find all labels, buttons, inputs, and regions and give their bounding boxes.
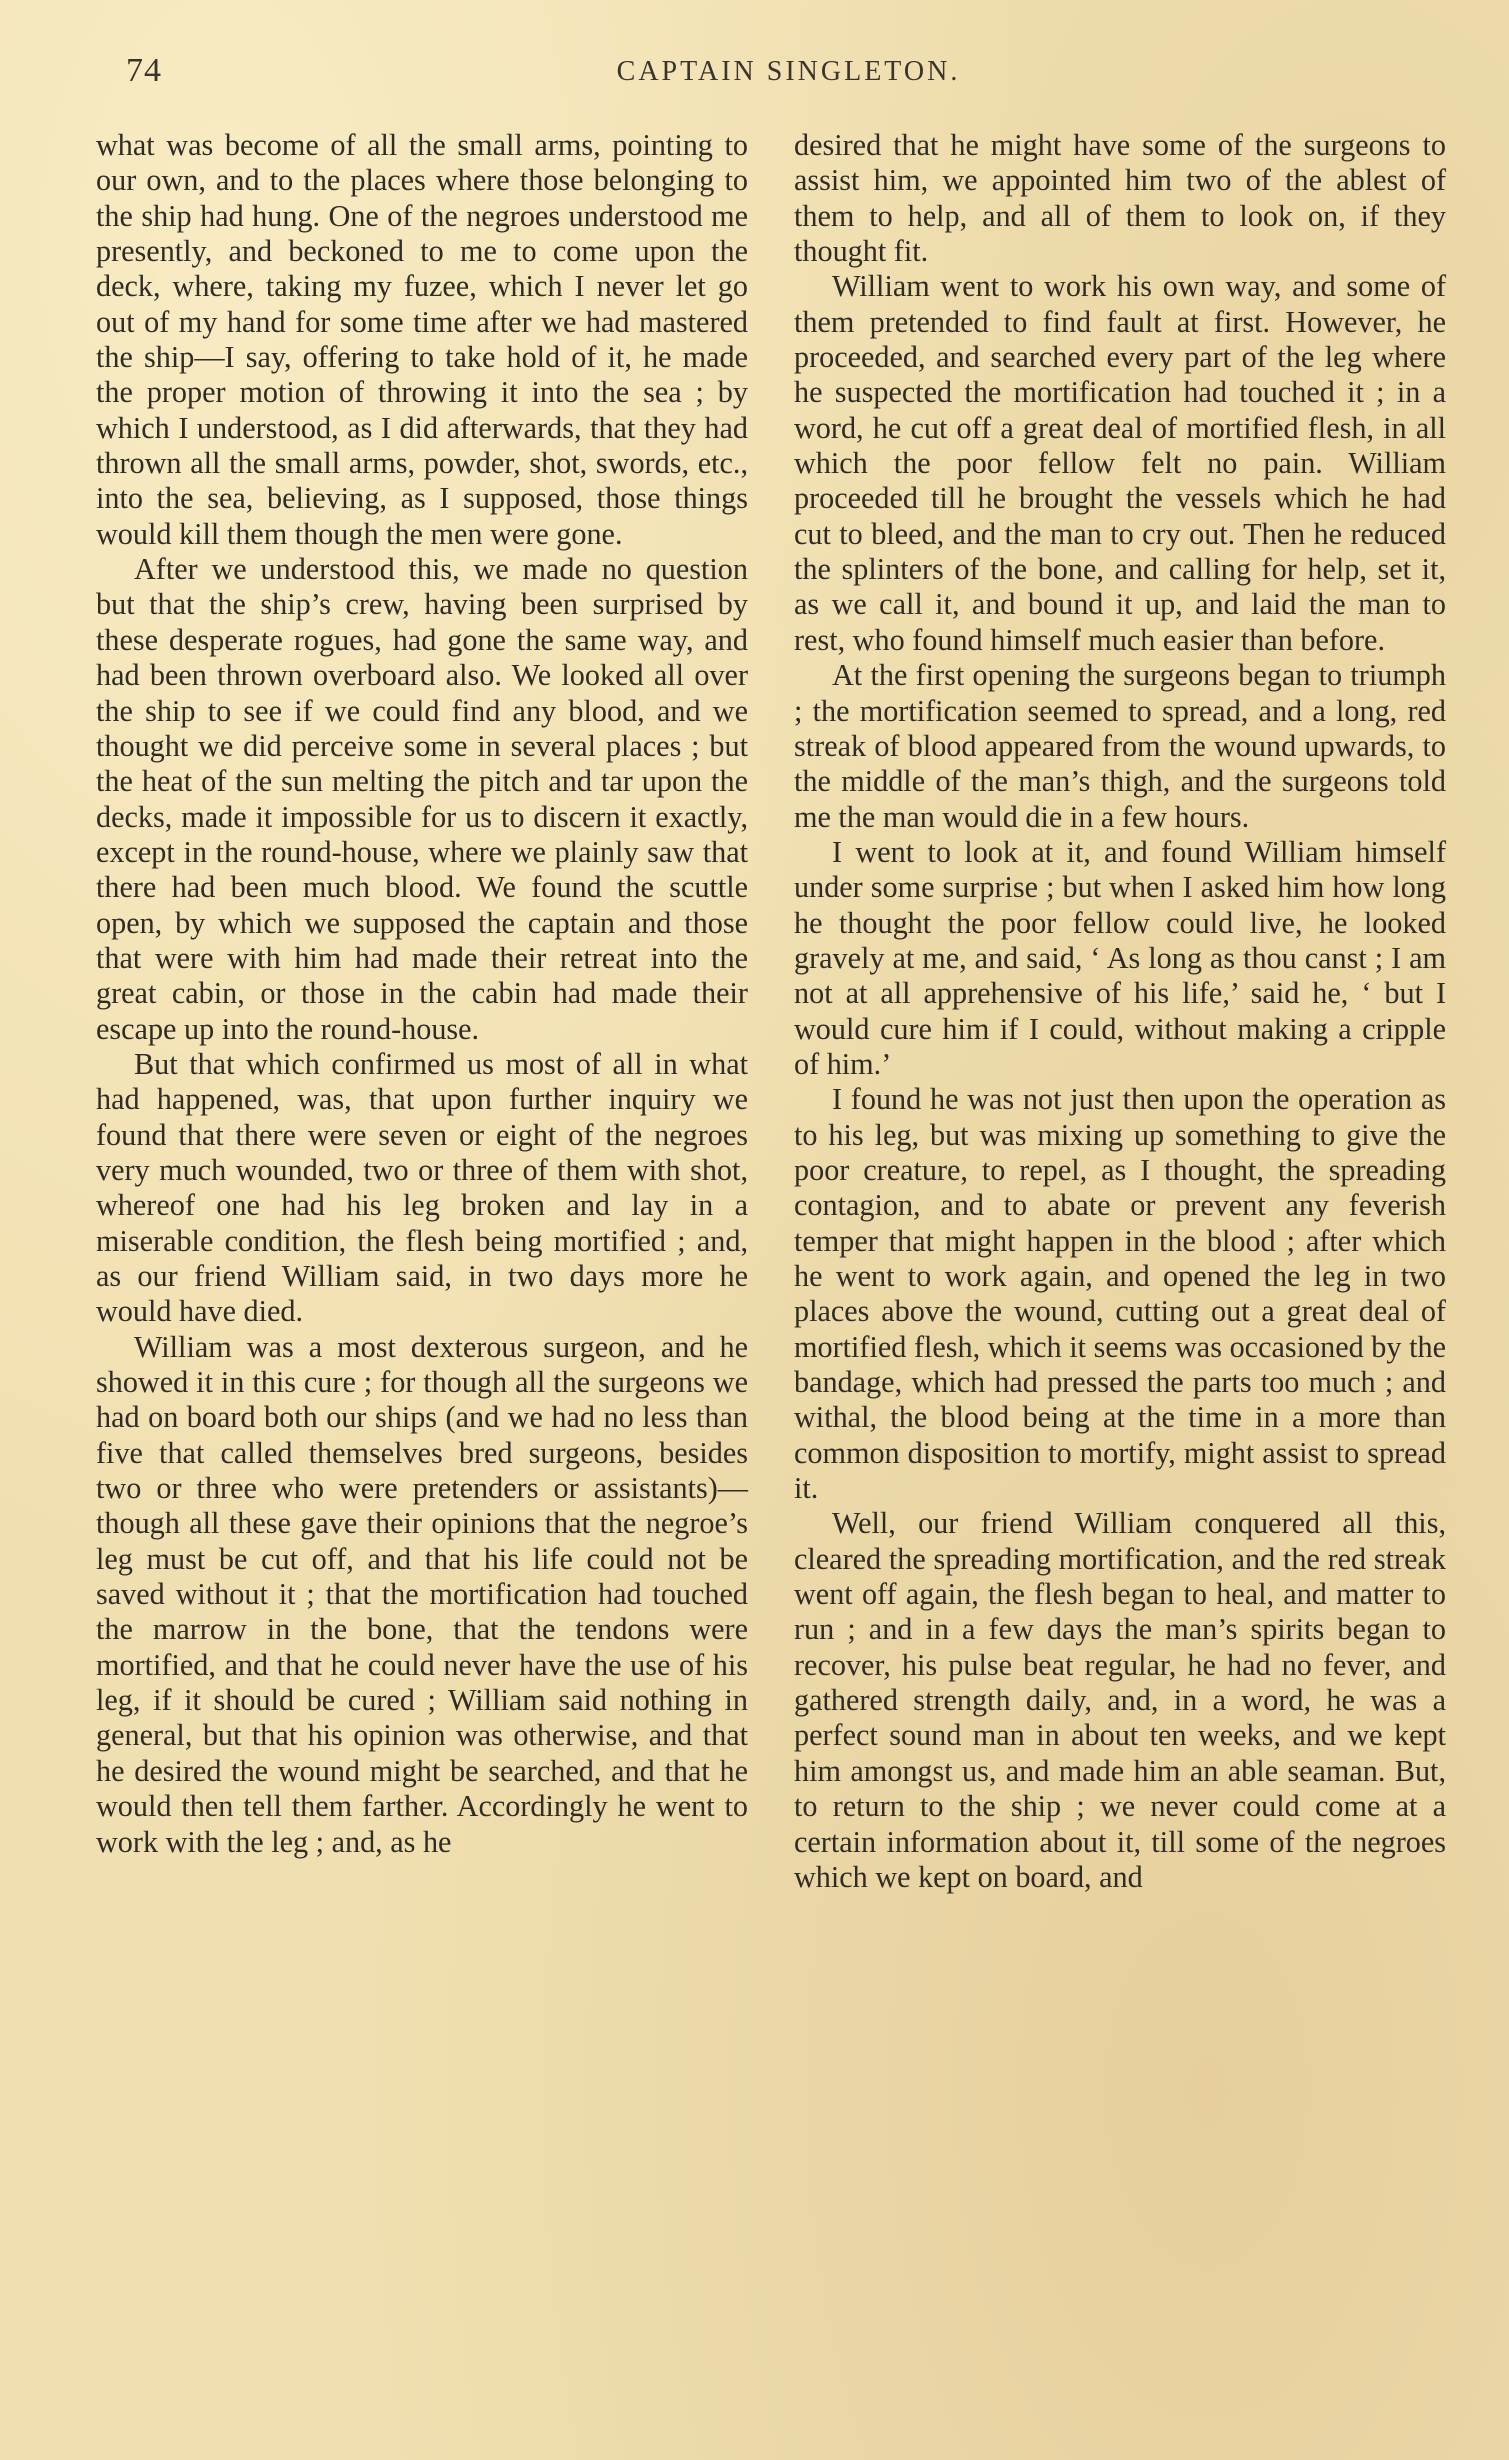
right-text-column — [794, 128, 1446, 1895]
paragraph: But that which confirmed us most of all in what had happened, was, that upon further inquiry we found that there were seven or eight of the negroes very much wounded, two or three of them with shot, whereof one had his leg broken and lay in a miserable condition, the flesh being mortified ; and, as our friend William said, in two days more he would have died. — [96, 1046, 748, 1329]
left-text-column — [96, 128, 748, 1860]
running-head: CAPTAIN SINGLETON. — [616, 56, 961, 87]
page-header — [126, 52, 1451, 92]
page-number: 74 — [126, 52, 162, 89]
paragraph: what was become of all the small arms, pointing to our own, and to the places where those belonging to the ship had hung. One of the negroes understood me presently, and beckoned to me to come upon the deck, where, taking my fuzee, which I never let go out of my hand for some time after we had mastered the ship—I say, offering to take hold of it, he made the proper motion of throwing it into the sea ; by which I understood, as I did afterwards, that they had thrown all the small arms, powder, shot, swords, etc., into the sea, believing, as I supposed, those things would kill them though the men were gone. — [96, 128, 748, 551]
paragraph: I went to look at it, and found William himself under some surprise ; but when I asked him how long he thought the poor fellow could live, he looked gravely at me, and said, ‘ As long as thou canst ; I am not at all apprehensive of his life,’ said he, ‘ but I would cure him if I could, without making a cripple of him.’ — [794, 834, 1446, 1081]
paragraph: Well, our friend William conquered all this, cleared the spreading mortification, and the red streak went off again, the flesh began to heal, and matter to run ; and in a few days the man’s spirits began to recover, his pulse beat regular, he had no fever, and gathered strength daily, and, in a word, he was a perfect sound man in about ten weeks, and we kept him amongst us, and made him an able seaman. But, to return to the ship ; we never could come at a certain information about it, till some of the negroes which we kept on board, and — [794, 1506, 1446, 1894]
paragraph: William was a most dexterous surgeon, and he showed it in this cure ; for though all the surgeons we had on board both our ships (and we had no less than five that called themselves bred surgeons, besides two or three who were pretenders or assistants)—though all these gave their opinions that the negroe’s leg must be cut off, and that his life could not be saved without it ; that the mortification had touched the marrow in the bone, that the tendons were mortified, and that he could never have the use of his leg, if it should be cured ; William said nothing in general, but that his opinion was otherwise, and that he desired the wound might be searched, and that he would then tell them farther. Accordingly he went to work with the leg ; and, as he — [96, 1329, 748, 1859]
paragraph: At the first opening the surgeons began to triumph ; the mortification seemed to spread, and a long, red streak of blood appeared from the wound upwards, to the middle of the man’s thigh, and the surgeons told me the man would die in a few hours. — [794, 658, 1446, 834]
paragraph: desired that he might have some of the surgeons to assist him, we appointed him two of the ablest of them to help, and all of them to look on, if they thought fit. — [794, 128, 1446, 269]
paragraph: I found he was not just then upon the operation as to his leg, but was mixing up something to give the poor creature, to repel, as I thought, the spreading contagion, and to abate or prevent any feverish temper that might happen in the blood ; after which he went to work again, and opened the leg in two places above the wound, cutting out a great deal of mortified flesh, which it seems was occasioned by the bandage, which had pressed the parts too much ; and withal, the blood being at the time in a more than common disposition to mortify, might assist to spread it. — [794, 1082, 1446, 1506]
paragraph: William went to work his own way, and some of them pretended to find fault at first. However, he proceeded, and searched every part of the leg where he suspected the mortification had touched it ; in a word, he cut off a great deal of mortified flesh, in all which the poor fellow felt no pain. William proceeded till he brought the vessels which he had cut to bleed, and the man to cry out. Then he reduced the splinters of the bone, and calling for help, set it, as we call it, and bound it up, and laid the man to rest, who found himself much easier than before. — [794, 269, 1446, 657]
paragraph: After we understood this, we made no question but that the ship’s crew, having been surprised by these desperate rogues, had gone the same way, and had been thrown overboard also. We looked all over the ship to see if we could find any blood, and we thought we did perceive some in several places ; but the heat of the sun melting the pitch and tar upon the decks, made it impossible for us to discern it exactly, except in the round-house, where we plainly saw that there had been much blood. We found the scuttle open, by which we supposed the captain and those that were with him had made their retreat into the great cabin, or those in the cabin had made their escape up into the round-house. — [96, 552, 748, 1046]
